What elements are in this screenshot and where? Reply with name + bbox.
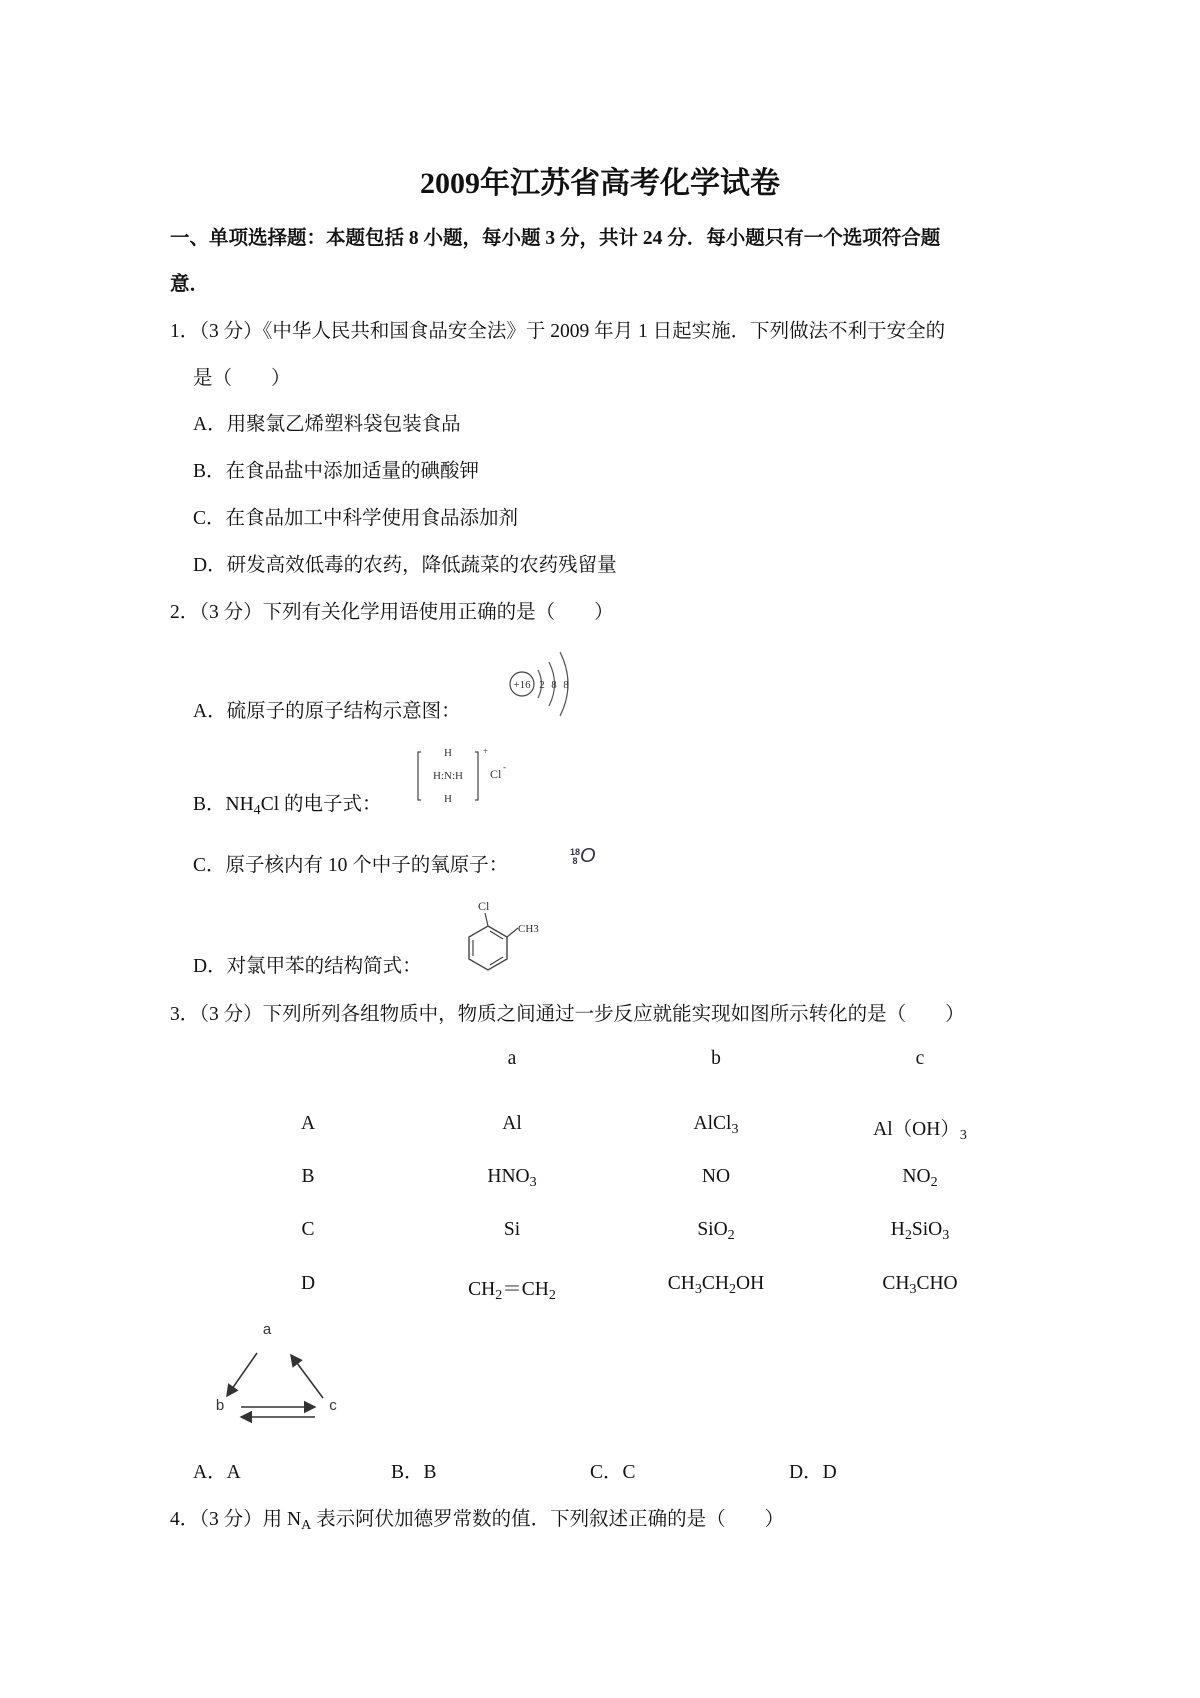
formula-subscript: 3 xyxy=(694,1280,702,1297)
nh4cl-electron-formula-figure xyxy=(415,742,515,808)
formula-subscript: 2 xyxy=(548,1286,556,1303)
table-cell-b xyxy=(616,1166,816,1188)
table-cell-b xyxy=(616,1219,816,1244)
question-3-choice-b[interactable]: B．B xyxy=(391,1462,437,1483)
formula-part: SiO xyxy=(697,1219,728,1240)
shell-3-label: 8 xyxy=(563,679,569,691)
formula-subscript: 3 xyxy=(909,1280,917,1297)
question-1-stem: 1．（3 分）《中华人民共和国食品安全法》于 2009 年月 1 日起实施．下列做法不利于安全的 xyxy=(170,321,946,342)
question-2-stem: 2．（3 分）下列有关化学用语使用正确的是（ ） xyxy=(170,602,614,623)
table-header-c: c xyxy=(915,1048,925,1069)
table-cell-a xyxy=(412,1219,612,1241)
formula-subscript: 3 xyxy=(942,1226,950,1243)
question-2-option-b[interactable] xyxy=(193,788,382,819)
sulfur-atom-structure-figure xyxy=(505,648,585,718)
formula-subscript: 2 xyxy=(727,1226,735,1243)
arrow-c-to-a xyxy=(291,1355,323,1398)
transformation-diagram xyxy=(205,1318,345,1428)
cation-charge: + xyxy=(483,746,489,756)
chloro-label: Cl xyxy=(478,899,490,913)
methyl-label: CH3 xyxy=(518,923,539,935)
mass-number: 18 xyxy=(570,846,581,857)
node-c-label: c xyxy=(329,1397,337,1414)
formula-part: H xyxy=(890,1219,905,1240)
arrow-a-to-b xyxy=(227,1353,257,1396)
table-header-a: a xyxy=(507,1048,517,1069)
question-1-option-a[interactable]: A．用聚氯乙烯塑料袋包装食品 xyxy=(193,414,461,435)
table-row-label: D xyxy=(300,1273,316,1294)
section-heading: 一、单项选择题：本题包括 8 小题，每小题 3 分，共计 24 分．每小题只有一个选项符合题 xyxy=(170,228,941,249)
formula-subscript: 2 xyxy=(729,1280,737,1297)
option-b-suffix: Cl 的电子式： xyxy=(260,794,382,815)
table-cell-b xyxy=(616,1113,816,1138)
formula-part: CHO xyxy=(916,1273,958,1294)
element-symbol: O xyxy=(580,845,596,867)
formula-part: CH xyxy=(468,1279,496,1300)
question-2-option-d[interactable]: D．对氯甲苯的结构简式： xyxy=(193,956,422,977)
table-cell-a xyxy=(412,1273,612,1304)
table-cell-c xyxy=(820,1166,1020,1191)
question-4-subscript: A xyxy=(301,1516,312,1533)
node-b-label: b xyxy=(215,1397,225,1414)
formula-subscript: 2 xyxy=(930,1173,938,1190)
formula-subscript: 2 xyxy=(904,1226,912,1243)
formula-part: HNO xyxy=(487,1166,530,1187)
chloride-label: Cl xyxy=(490,767,502,781)
nucleus-charge-label: +16 xyxy=(513,679,531,691)
formula-subscript: 3 xyxy=(529,1173,537,1190)
question-3-choice-c[interactable]: C．C xyxy=(590,1462,636,1483)
question-1-stem-cont: 是（ ） xyxy=(193,368,291,389)
question-2-option-a[interactable]: A．硫原子的原子结构示意图： xyxy=(193,701,461,722)
table-row-label: A xyxy=(300,1113,316,1134)
formula-subscript: 3 xyxy=(959,1126,967,1143)
table-cell-c xyxy=(820,1273,1020,1298)
electron-h-n-h: H:N:H xyxy=(433,770,463,782)
question-4-suffix: 表示阿伏加德罗常数的值．下列叙述正确的是（ ） xyxy=(311,1509,785,1530)
formula-part: CH xyxy=(701,1273,729,1294)
formula-subscript: 2 xyxy=(495,1286,503,1303)
question-4-stem xyxy=(170,1503,784,1534)
formula-part: Al（OH） xyxy=(873,1119,960,1140)
electron-h-bottom: H xyxy=(444,793,452,805)
formula-part: AlCl xyxy=(693,1113,732,1134)
table-cell-a xyxy=(412,1113,612,1135)
table-header-b: b xyxy=(711,1048,721,1069)
question-3-choice-a[interactable]: A．A xyxy=(193,1462,241,1483)
table-cell-c xyxy=(820,1219,1020,1244)
anion-charge: - xyxy=(503,762,506,772)
option-b-prefix: B．NH xyxy=(193,794,254,815)
formula-part: Al xyxy=(502,1113,522,1134)
formula-part: CH xyxy=(882,1273,910,1294)
option-b-subscript: 4 xyxy=(253,801,261,818)
table-row-label: B xyxy=(301,1166,315,1187)
table-cell-b xyxy=(616,1273,816,1298)
page-title: 2009年江苏省高考化学试卷 xyxy=(420,167,780,200)
formula-part: NO xyxy=(701,1166,731,1187)
formula-part: NO xyxy=(902,1166,931,1187)
formula-part: OH xyxy=(736,1273,765,1294)
formula-part: Si xyxy=(503,1219,521,1240)
question-1-option-d[interactable]: D．研发高效低毒的农药，降低蔬菜的农药残留量 xyxy=(193,555,617,576)
question-2-option-c[interactable]: C．原子核内有 10 个中子的氧原子： xyxy=(193,855,509,876)
section-heading-cont: 意． xyxy=(170,274,210,295)
table-row-label: C xyxy=(301,1219,315,1240)
formula-part: ＝CH xyxy=(502,1279,549,1300)
question-4-prefix: 4．（3 分）用 N xyxy=(170,1509,302,1530)
formula-subscript: 3 xyxy=(731,1120,739,1137)
oxygen-isotope-notation xyxy=(570,845,596,868)
question-1-option-c[interactable]: C．在食品加工中科学使用食品添加剂 xyxy=(193,508,519,529)
electron-h-top: H xyxy=(444,747,452,759)
chlorotoluene-structure-figure xyxy=(458,898,553,978)
formula-part: SiO xyxy=(911,1219,943,1240)
shell-1-label: 2 xyxy=(539,679,545,691)
table-cell-a xyxy=(412,1166,612,1191)
question-3-stem: 3．（3 分）下列所列各组物质中，物质之间通过一步反应就能实现如图所示转化的是（ ） xyxy=(170,1004,965,1025)
question-3-choice-d[interactable]: D．D xyxy=(789,1462,837,1483)
formula-part: CH xyxy=(667,1273,695,1294)
question-1-option-b[interactable]: B．在食品盐中添加适量的碘酸钾 xyxy=(193,461,480,482)
shell-2-label: 8 xyxy=(551,679,557,691)
table-cell-c xyxy=(820,1113,1020,1144)
node-a-label: a xyxy=(262,1321,272,1338)
atomic-number: 8 xyxy=(572,855,578,866)
